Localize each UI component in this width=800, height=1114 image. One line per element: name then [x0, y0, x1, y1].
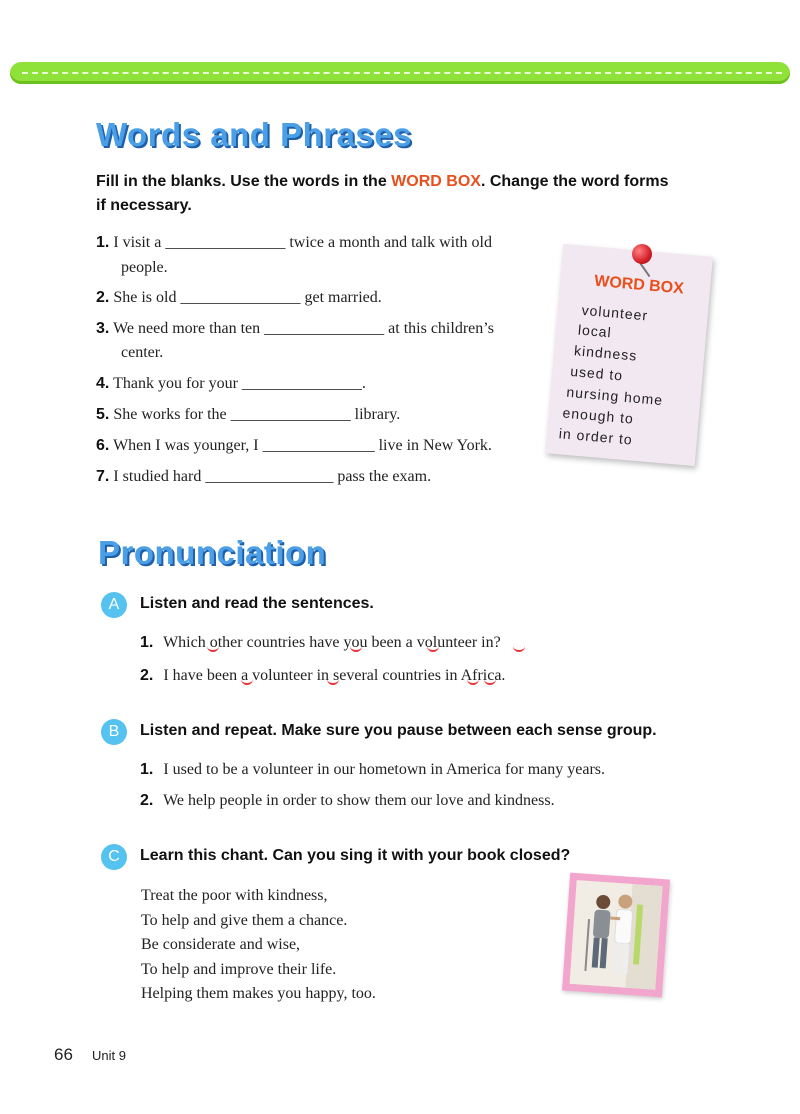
- exercise-item-6: [96, 435, 492, 457]
- pronunciation-title: Pronunciation: [98, 534, 327, 571]
- word-box-word: enough to: [562, 404, 635, 427]
- chant-line: Treat the poor with kindness,: [141, 887, 328, 904]
- section-b-sentence-1: [140, 759, 605, 781]
- item-number: 1.: [96, 234, 110, 251]
- sentence-text: Which other countries have you been a volunteer in?: [163, 634, 501, 651]
- band-stitch-line: [22, 72, 782, 74]
- section-b-sentence-2: [140, 790, 555, 812]
- sentence-number: 1.: [140, 761, 154, 778]
- word-box-reference: WORD BOX: [391, 173, 481, 190]
- exercise-item-3-continuation: center.: [121, 344, 164, 361]
- item-text: We need more than ten _______________ at this children’s: [113, 320, 494, 337]
- section-b-badge: B: [101, 719, 127, 745]
- instruction-line-2: if necessary.: [96, 197, 192, 214]
- sentence-number: 2.: [140, 792, 154, 809]
- item-number: 2.: [96, 289, 110, 306]
- word-box-title: WORD BOX: [593, 272, 685, 298]
- sentence-text: I have been a volunteer in several countries in Africa.: [163, 667, 506, 684]
- item-text: I studied hard ________________ pass the exam.: [113, 468, 432, 485]
- page-number: 66: [54, 1045, 73, 1064]
- chant-line: To help and give them a chance.: [141, 911, 348, 929]
- item-number: 6.: [96, 437, 110, 454]
- word-box-word: volunteer: [581, 301, 649, 324]
- exercise-item-3: [96, 318, 556, 340]
- section-a-badge: A: [101, 592, 127, 618]
- item-number: 3.: [96, 320, 110, 337]
- exercise-item-1: [96, 232, 556, 254]
- volunteer-photo: [562, 873, 670, 998]
- word-box-word: local: [577, 321, 613, 341]
- sentence-number: 1.: [140, 634, 154, 651]
- instruction-text: Fill in the blanks. Use the words in the: [96, 173, 392, 190]
- linking-mark: [513, 644, 525, 652]
- chant-line: Be considerate and wise,: [141, 936, 301, 953]
- item-text: When I was younger, I ______________ live in New York.: [113, 437, 492, 454]
- exercise-item-1-continuation: people.: [121, 259, 168, 276]
- words-and-phrases-title: Words and Phrases: [96, 116, 412, 153]
- photo-image: [569, 880, 662, 990]
- section-a-instruction: Listen and read the sentences.: [140, 595, 374, 612]
- unit-label: Unit 9: [92, 1048, 126, 1063]
- words-instruction: [96, 170, 736, 218]
- word-box-word: nursing home: [565, 383, 664, 409]
- item-text: She is old _______________ get married.: [113, 289, 382, 306]
- item-text: Thank you for your _______________.: [113, 375, 366, 392]
- word-box-word: used to: [569, 362, 624, 384]
- sentence-number: 2.: [140, 667, 154, 684]
- chant-lines: [141, 884, 376, 1007]
- sentence-text: We help people in order to show them our love and kindness.: [163, 792, 555, 809]
- people-illustration: [569, 880, 662, 990]
- exercise-item-5: [96, 404, 400, 426]
- word-box-word: kindness: [573, 342, 638, 364]
- chant-line: To help and improve their life.: [141, 960, 337, 978]
- item-number: 5.: [96, 406, 110, 423]
- section-a-sentence-1: [140, 632, 501, 654]
- item-text: I visit a _______________ twice a month and talk with old: [113, 234, 492, 251]
- exercise-item-4: [96, 373, 366, 395]
- word-box-word: in order to: [558, 425, 634, 448]
- section-a-sentence-2: [140, 665, 505, 687]
- word-box-note: [545, 244, 713, 466]
- instruction-text-2: . Change the word forms: [480, 173, 669, 190]
- item-number: 7.: [96, 468, 110, 485]
- section-b-instruction: Listen and repeat. Make sure you pause between each sense group.: [140, 722, 657, 739]
- chant-line: Helping them makes you happy, too.: [141, 985, 376, 1002]
- exercise-item-7: [96, 466, 431, 488]
- item-text: She works for the _______________ library.: [113, 406, 401, 423]
- push-pin-icon: [632, 244, 652, 264]
- exercise-item-2: [96, 287, 382, 309]
- section-c-badge: C: [101, 844, 127, 870]
- sentence-text: I used to be a volunteer in our hometown in America for many years.: [163, 761, 605, 778]
- item-number: 4.: [96, 375, 110, 392]
- section-c-instruction: Learn this chant. Can you sing it with your book closed?: [140, 847, 571, 864]
